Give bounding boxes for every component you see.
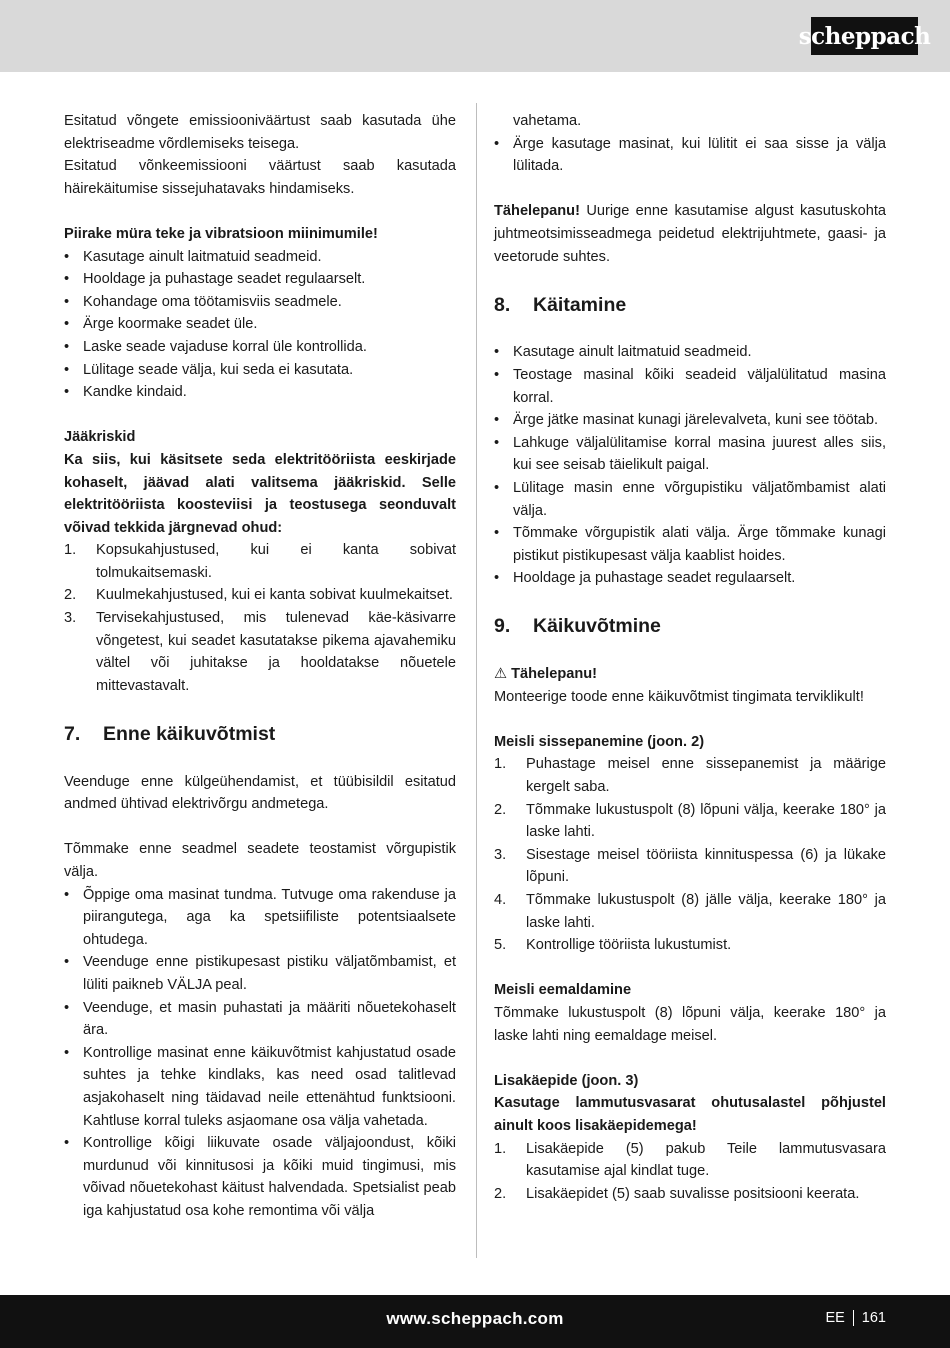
list-item: • Tõmmake võrgupistik alati välja. Ärge tõmmake kunagi pistikut pistikupesast välja kaablist hoides. [494, 522, 886, 567]
residual-heading: Jääkriskid [64, 429, 136, 446]
footer-website-link[interactable]: www.scheppach.com [386, 1309, 564, 1328]
list-item: • Laske seade vajaduse korral üle kontrollida. [64, 336, 456, 359]
list-item [494, 753, 886, 798]
list-item: • Veenduge enne pistikupesast pistiku väljatõmbamist, et lüliti paikneb VÄLJA peal. [64, 951, 456, 996]
list-item: • Lahkuge väljalülitamise korral masina juurest alles siis, kui see seisab täielikult paigal. [494, 432, 886, 477]
continued-list [494, 133, 886, 178]
remove-chisel-heading: Meisli eemaldamine [494, 982, 632, 999]
list-item: • Kasutage ainult laitmatuid seadmeid. [64, 246, 456, 269]
section-8-title [494, 291, 886, 319]
list-number: 1. [494, 1140, 507, 1157]
attention-label: Tähelepanu! [494, 203, 580, 220]
warning-text: Monteerige toode enne käikuvõtmist tingimata terviklikult! [494, 688, 864, 705]
list-item: • Kontrollige kõigi liikuvate osade väljajoondust, kõiki murdunud või kinnitusosi ja kõiki muid tingimusi, mis võivad nõuetekohast käitust halvendada. Spetsialist peab iga kahjustatud osa kohe remontima või välja [64, 1132, 456, 1222]
list-text: Lisakäepide (5) pakub Teile lammutusvasara kasutamise ajal kindlat tuge. [526, 1140, 886, 1180]
paragraph-check-voltage: Veenduge enne külgeühendamist, et tüübisildil esitatud andmed ühtivad elektrivõrgu andmetega. [64, 773, 456, 813]
section-number: 7. [64, 723, 81, 746]
left-column [64, 110, 456, 1223]
footer-band [0, 1295, 950, 1348]
footer-page-indicator [825, 1310, 886, 1326]
brand-logo: scheppach [811, 17, 918, 55]
list-item [494, 1183, 886, 1206]
list-item: • Ärge kasutage masinat, kui lülitit ei saa sisse ja välja lülitada. [494, 133, 886, 178]
list-text: Puhastage meisel enne sissepanemist ja määrige kergelt saba. [526, 756, 886, 796]
list-text: Kopsukahjustused, kui ei kanta sobivat tolmukaitsemaski. [96, 542, 456, 581]
list-item [494, 799, 886, 844]
warning-heading [494, 663, 886, 686]
list-item: • Lülitage seade välja, kui seda ei kasutata. [64, 359, 456, 382]
list-item [494, 1138, 886, 1183]
list-number: 2. [64, 587, 77, 604]
list-item: • Teostage masinal kõiki seadeid väljalülitatud masina korral. [494, 364, 886, 409]
section-number: 8. [494, 293, 511, 316]
list-number: 4. [494, 892, 507, 908]
list-text: Tervisekahjustused, mis tulenevad käe-käsivarre võngetest, kui seadet kasutatakse pikema ajavahemiku vältel või juhitakse ja hooldatakse nõuetele mittevastavalt. [96, 610, 456, 694]
section-7-title [64, 720, 456, 748]
warning-title: Tähelepanu! [511, 666, 598, 683]
list-number: 2. [494, 1185, 507, 1202]
list-item [494, 844, 886, 889]
list-number: 3. [64, 610, 77, 627]
noise-heading: Piirake müra teke ja vibratsioon miinimumile! [64, 225, 378, 242]
residual-list [64, 539, 456, 697]
footer-separator [853, 1310, 854, 1326]
attention-paragraph [494, 200, 886, 268]
column-divider [476, 103, 477, 1258]
insert-chisel-list [494, 753, 886, 956]
list-text: Tõmmake lukustuspolt (8) lõpuni välja, keerake 180° ja laske lahti. [526, 801, 886, 841]
list-text: Kuulmekahjustused, kui ei kanta sobivat kuulmekaitset. [96, 587, 453, 604]
list-item: • Õppige oma masinat tundma. Tutvuge oma rakenduse ja piirangutega, aga ka spetsiifiliste potentsiaalsete ohtudega. [64, 884, 456, 952]
list-number: 1. [494, 756, 507, 773]
list-item: • Hooldage ja puhastage seadet regulaarselt. [64, 268, 456, 291]
residual-intro: Ka siis, kui käsitsete seda elektritööriista eeskirjade kohaselt, jäävad alati valitsema jääkriskid. Selle elektritööriista koosteviisi ja teostusega seonduvalt võivad tekkida järgnevad ohud: [64, 451, 456, 536]
section-number: 9. [494, 615, 511, 638]
list-item: • Kasutage ainult laitmatuid seadmeid. [494, 341, 886, 364]
continued-text: vahetama. [513, 113, 582, 129]
list-item: • Kontrollige masinat enne käikuvõtmist kahjustatud osade suhtes ja tehke kindlaks, kas need osad talitlevad asjakohaselt ning täidavad neile ettenähtud funktsiooni. Kahtluse korral tuleks asjaomane osa välja vahetada. [64, 1042, 456, 1132]
section-9-title [494, 612, 886, 640]
noise-list [64, 246, 456, 404]
list-item: • Ärge koormake seadet üle. [64, 313, 456, 336]
section-title-text: Käitamine [533, 293, 627, 316]
startup-list [64, 884, 456, 1223]
list-item [494, 889, 886, 934]
list-number: 2. [494, 801, 507, 818]
section-title-text: Käikuvõtmine [533, 615, 661, 638]
paragraph-unplug: Tõmmake enne seadmel seadete teostamist võrgupistik välja. [64, 841, 456, 880]
remove-chisel-text: Tõmmake lukustuspolt (8) lõpuni välja, keerake 180° ja laske lahti ning eemaldage meisel. [494, 1004, 886, 1044]
handle-warning: Kasutage lammutusvasarat ohutusalastel põhjustel ainult koos lisakäepidemega! [494, 1095, 886, 1134]
list-item [64, 539, 456, 584]
list-item: • Lülitage masin enne võrgupistiku väljatõmbamist alati välja. [494, 477, 886, 522]
list-text: Tõmmake lukustuspolt (8) jälle välja, keerake 180° ja laske lahti. [526, 892, 886, 931]
handle-heading: Lisakäepide (joon. 3) [494, 1072, 639, 1089]
list-number: 3. [494, 846, 507, 863]
list-item [494, 934, 886, 957]
list-text: Kontrollige tööriista lukustumist. [526, 937, 732, 954]
list-text: Lisakäepidet (5) saab suvalisse positsiooni keerata. [526, 1185, 860, 1202]
attention-text: Uurige enne kasutamise algust kasutuskohta juhtmeotsimisseadmega peidetud elektrijuhtmete, gaasi- ja veetorude suhtes. [494, 203, 886, 265]
section-title-text: Enne käikuvõtmist [103, 723, 276, 746]
list-item: • Kohandage oma töötamisviis seadmele. [64, 291, 456, 314]
paragraph-emission-compare: Esitatud võngete emissiooniväärtust saab kasutada ühe elektriseadme võrdlemiseks teisega. [64, 113, 456, 152]
list-number: 1. [64, 542, 77, 559]
paragraph-emission-assess: Esitatud võnkeemissiooni väärtust saab kasutada häirekäitumise sissejuhatavaks hindamiseks. [64, 158, 456, 197]
handle-list [494, 1138, 886, 1206]
list-item: • Hooldage ja puhastage seadet regulaarselt. [494, 567, 886, 590]
list-number: 5. [494, 937, 507, 954]
insert-chisel-heading: Meisli sissepanemine (joon. 2) [494, 733, 705, 750]
operation-list [494, 341, 886, 590]
warning-triangle-icon: ⚠ [494, 666, 508, 683]
list-item: • Kandke kindaid. [64, 381, 456, 404]
list-text: Sisestage meisel tööriista kinnituspessa (6) ja lükake lõpuni. [526, 846, 886, 886]
right-column [494, 110, 886, 1205]
list-item: • Ärge jätke masinat kunagi järelevalveta, kuni see töötab. [494, 409, 886, 432]
list-item [64, 584, 456, 607]
page-number: 161 [861, 1310, 886, 1326]
language-code: EE [825, 1310, 845, 1326]
list-item: • Veenduge, et masin puhastati ja määriti nõuetekohaselt ära. [64, 997, 456, 1042]
list-item [64, 607, 456, 697]
